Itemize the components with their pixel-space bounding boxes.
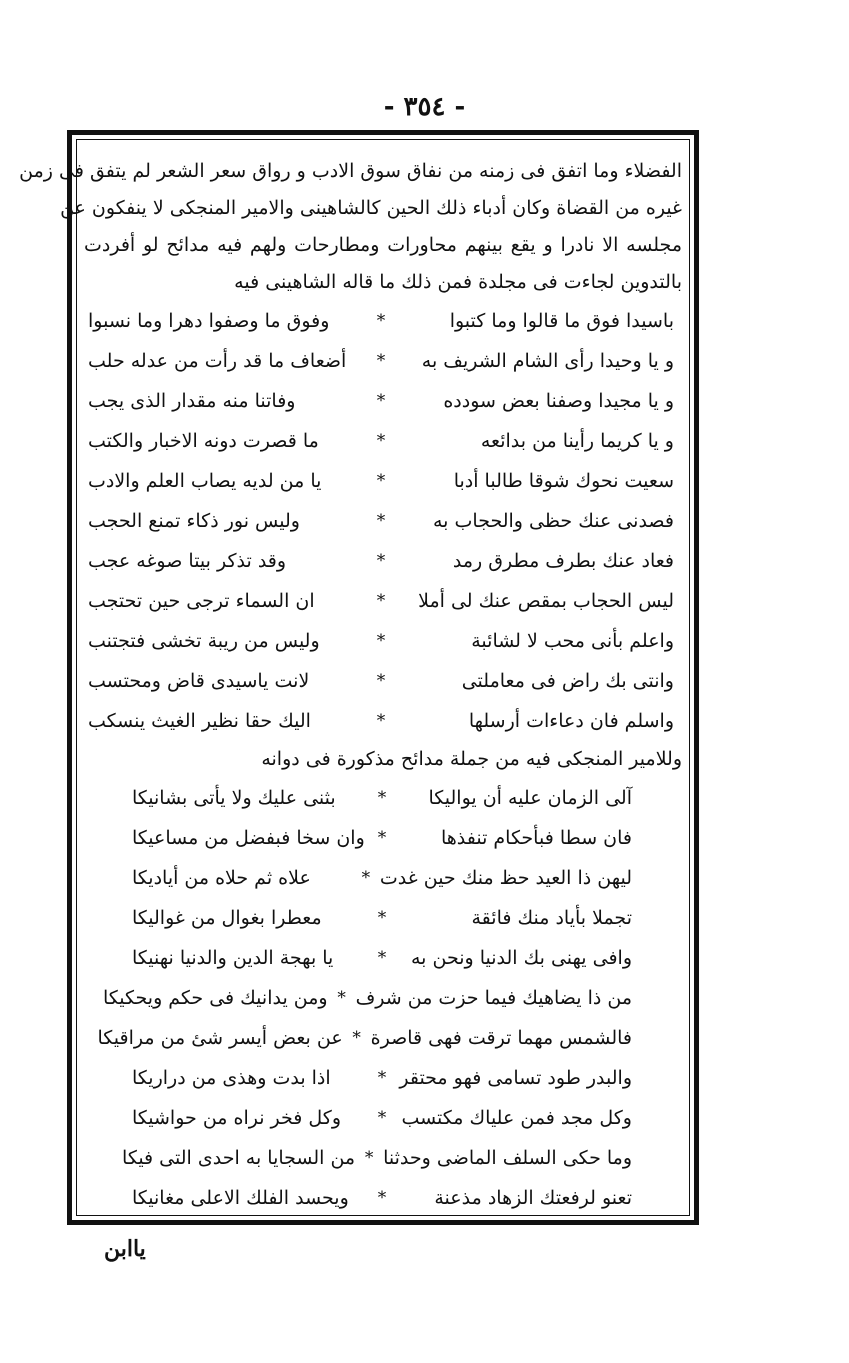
verse-first-hemistich: وانتى بك راض فى معاملتى (461, 670, 674, 692)
verse-line (84, 1018, 682, 1058)
star-separator: * (361, 868, 371, 888)
verse-line (84, 1138, 682, 1178)
verse-line (84, 938, 682, 978)
verse-line (84, 858, 682, 898)
verse-second-hemistich: ومن يدانيك فى حكم ويحكيكا (103, 987, 328, 1009)
verse-first-hemistich: فعاد عنك بطرف مطرق رمد (452, 550, 674, 572)
star-separator: * (377, 1108, 387, 1128)
poem-shahini (84, 301, 682, 741)
verse-first-hemistich: فان سطا فبأحكام تنفذها (440, 827, 632, 849)
verse-line (84, 1058, 682, 1098)
verse-second-hemistich: علاه ثم حلاه من أياديكا (132, 867, 311, 889)
verse-line (84, 1098, 682, 1138)
verse-second-hemistich: يا من لديه يصاب العلم والادب (88, 470, 322, 492)
star-separator: * (376, 711, 386, 731)
verse-line (84, 778, 682, 818)
verse-first-hemistich: تجملا بأياد منك فائقة (471, 907, 632, 929)
verse-first-hemistich: وما حكى السلف الماضى وحدثنا (383, 1147, 632, 1169)
verse-second-hemistich: ويحسد الفلك الاعلى مغانيكا (132, 1187, 349, 1209)
verse-second-hemistich: وفوق ما وصفوا دهرا وما نسبوا (88, 310, 330, 332)
verse-first-hemistich: سعيت نحوك شوقا طالبا أدبا (453, 470, 674, 492)
verse-second-hemistich: وليس من ريبة تخشى فتجتنب (88, 630, 320, 652)
prose-line: الفضلاء وما اتفق فى زمنه من نفاق سوق الادب و رواق سعر الشعر لم يتفق فى زمن (19, 160, 682, 182)
verse-line (84, 541, 682, 581)
star-separator: * (376, 351, 386, 371)
page-border (19, 130, 699, 1225)
verse-line (84, 701, 682, 741)
verse-second-hemistich: من السجايا به احدى التى فيكا (122, 1147, 356, 1169)
star-separator: * (352, 1028, 361, 1048)
prose-line: غيره من القضاة وكان أدباء ذلك الحين كالشاهينى والامير المنجكى لا ينفكون عن (60, 197, 682, 219)
verse-line (84, 341, 682, 381)
verse-line (84, 381, 682, 421)
prose-intro (19, 153, 682, 301)
verse-first-hemistich: و يا مجيدا وصفنا بعض سودده (443, 390, 674, 412)
verse-line (84, 818, 682, 858)
prose-line: بالتدوين لجاءت فى مجلدة فمن ذلك ما قاله الشاهينى فيه (234, 271, 682, 293)
verse-second-hemistich: يا بهجة الدين والدنيا نهنيكا (132, 947, 334, 969)
verse-first-hemistich: واعلم بأنى محب لا لشائبة (471, 630, 674, 652)
verse-first-hemistich: تعنو لرفعتك الزهاد مذعنة (434, 1187, 632, 1209)
star-separator: * (376, 391, 386, 411)
star-separator: * (377, 828, 387, 848)
verse-second-hemistich: ان السماء ترجى حين تحتجب (88, 590, 315, 612)
star-separator: * (377, 908, 387, 928)
verse-line (84, 898, 682, 938)
star-separator: * (377, 948, 387, 968)
verse-line (84, 621, 682, 661)
page-number: - ٣٥٤ - (383, 92, 466, 122)
star-separator: * (364, 1148, 374, 1168)
star-separator: * (337, 988, 346, 1008)
verse-second-hemistich: وليس نور ذكاء تمنع الحجب (88, 510, 300, 532)
verse-first-hemistich: فالشمس مهما ترقت فهى قاصرة (370, 1027, 632, 1049)
verse-line (84, 421, 682, 461)
poem-manjaki (84, 778, 682, 1218)
verse-line (84, 461, 682, 501)
verse-second-hemistich: وفاتنا منه مقدار الذى يجب (88, 390, 296, 412)
verse-first-hemistich: وافى يهنى بك الدنيا ونحن به (410, 947, 632, 969)
verse-second-hemistich: وكل فخر نراه من حواشيكا (132, 1107, 342, 1129)
prose-line: مجلسه الا نادرا و يقع بينهم محاورات ومطارحات ولهم فيه مدائح لو أفردت (84, 234, 682, 256)
verse-first-hemistich: و يا كريما رأينا من بدائعه (480, 430, 674, 452)
star-separator: * (376, 671, 386, 691)
verse-line (84, 978, 682, 1018)
verse-second-hemistich: اذا بدت وهذى من دراريكا (132, 1067, 331, 1089)
verse-line (84, 501, 682, 541)
verse-first-hemistich: واسلم فان دعاءات أرسلها (468, 710, 674, 732)
verse-second-hemistich: عن بعض أيسر شئ من مراقيكا (97, 1027, 343, 1049)
star-separator: * (376, 631, 386, 651)
verse-first-hemistich: و يا وحيدا رأى الشام الشريف به (421, 350, 674, 372)
verse-second-hemistich: ما قصرت دونه الاخبار والكتب (88, 430, 319, 452)
verse-first-hemistich: فصدنى عنك حظى والحجاب به (433, 510, 674, 532)
verse-first-hemistich: وكل مجد فمن علياك مكتسب (401, 1107, 632, 1129)
verse-first-hemistich: والبدر طود تسامى فهو محتقر (399, 1067, 632, 1089)
main-text (19, 153, 682, 1218)
star-separator: * (376, 591, 386, 611)
verse-second-hemistich: اليك حقا نظير الغيث ينسكب (88, 710, 311, 732)
verse-first-hemistich: من ذا يضاهيك فيما حزت من شرف (355, 987, 632, 1009)
verse-first-hemistich: آلى الزمان عليه أن يواليكا (428, 787, 632, 809)
star-separator: * (376, 471, 386, 491)
verse-second-hemistich: وقد تذكر بيتا صوغه عجب (88, 550, 287, 572)
prose-transition: وللامير المنجكى فيه من جملة مدائح مذكورة فى دوانه (261, 748, 682, 770)
star-separator: * (376, 551, 386, 571)
star-separator: * (377, 788, 387, 808)
star-separator: * (376, 431, 386, 451)
verse-line (84, 581, 682, 621)
star-separator: * (376, 311, 386, 331)
verse-second-hemistich: بثنى عليك ولا يأتى بشانيكا (132, 787, 336, 809)
star-separator: * (376, 511, 386, 531)
verse-line (84, 661, 682, 701)
star-separator: * (377, 1068, 387, 1088)
catchword: ياابن (104, 1236, 146, 1262)
verse-first-hemistich: ليس الحجاب بمقص عنك لى أملا (418, 590, 674, 612)
verse-first-hemistich: ليهن ذا العيد حظ منك حين غدت (379, 867, 632, 889)
verse-second-hemistich: لانت ياسيدى قاض ومحتسب (88, 670, 310, 692)
verse-line (84, 1178, 682, 1218)
verse-second-hemistich: وان سخا فبفضل من مساعيكا (132, 827, 365, 849)
verse-second-hemistich: أضعاف ما قد رأت من عدله حلب (88, 350, 347, 372)
verse-line (84, 301, 682, 341)
star-separator: * (377, 1188, 387, 1208)
verse-first-hemistich: باسيدا فوق ما قالوا وما كتبوا (449, 310, 674, 332)
verse-second-hemistich: معطرا بغوال من غواليكا (132, 907, 322, 929)
